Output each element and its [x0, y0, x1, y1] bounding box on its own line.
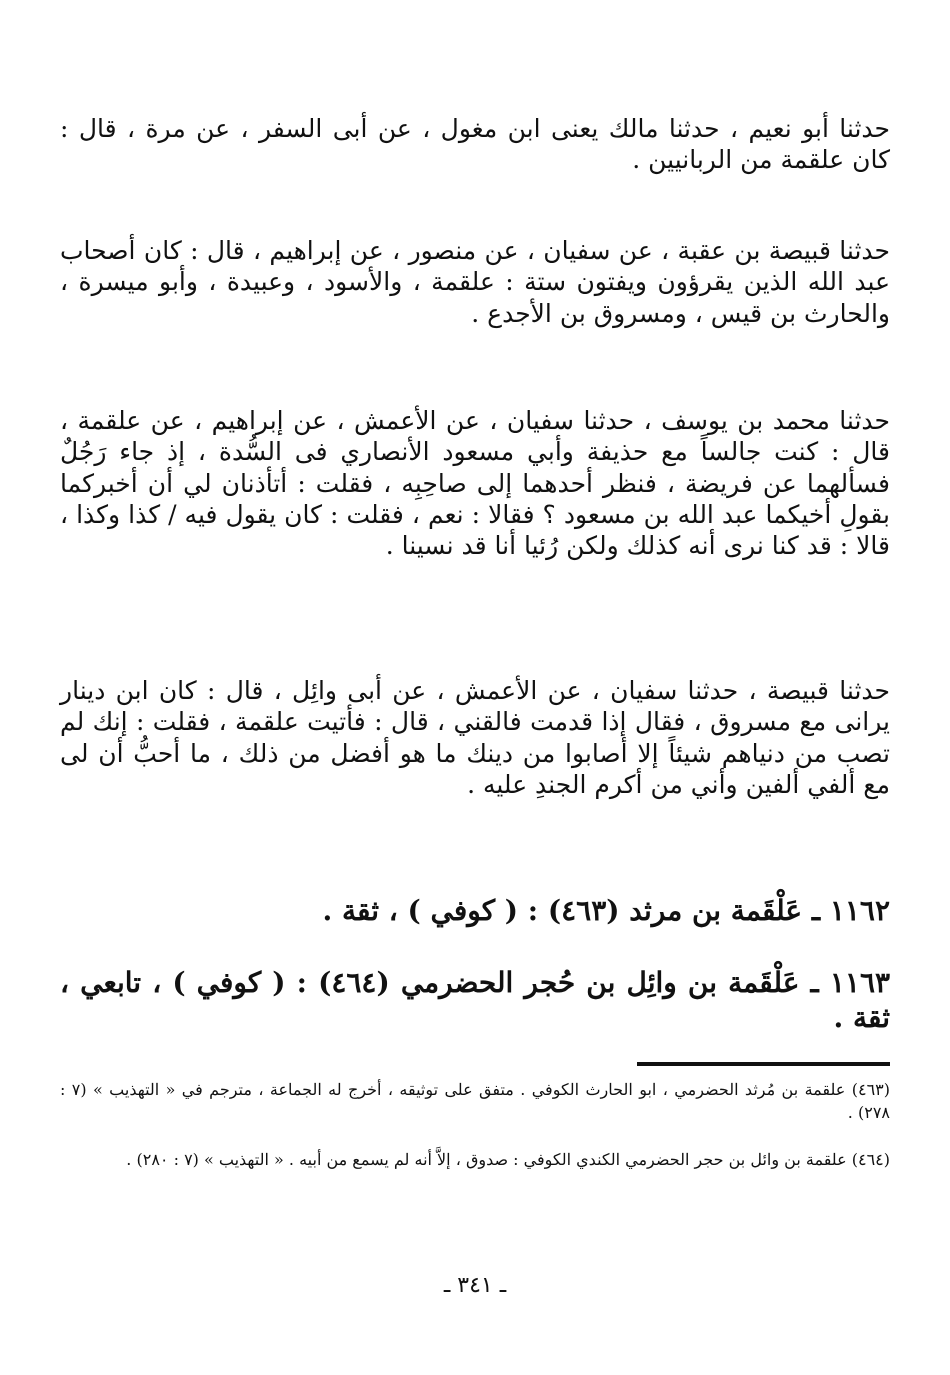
page-number: ـ ٣٤١ ـ [443, 1273, 507, 1298]
paragraph-muhammad-bin-yusuf: حدثنا محمد بن يوسف ، حدثنا سفيان ، عن الأعمش ، عن إبراهيم ، عن علقمة ، قال : كنت جالساً مع حذيفة وأبي مسعود الأنصاري فى السُّدة ، إذ جاء رَجُلٌ فسألهما عن فريضة ، فنظر أحدهما إلى صاحِبِه ، فقلت : أتأذنان لي أن أخبركما بقولِ أخيكما عبد الله بن مسعود ؟ فقالا : نعم ، فقلت : كان يقول فيه / كذا وكذا ، قالا : قد كنا نرى أنه كذلك ولكن رُئيا أنا قد نسينا . [60, 406, 890, 560]
footnote-464: (٤٦٤) علقمة بن وائل بن حجر الحضرمي الكندي الكوفي : صدوق ، إلاَّ أنه لم يسمع من أبيه . « التهذيب » (٧ : ٢٨٠) . [126, 1150, 890, 1169]
entry-1163: ١١٦٣ ـ عَلْقَمة بن وائِل بن حُجر الحضرمي (٤٦٤) : ( كوفي ) ، تابعي ، ثقة . [60, 966, 891, 1034]
entry-1162: ١١٦٢ ـ عَلْقَمة بن مرثد (٤٦٣) : ( كوفي ) ، ثقة . [322, 894, 890, 927]
paragraph-qabisa-companions: حدثنا قبيصة بن عقبة ، عن سفيان ، عن منصور ، عن إبراهيم ، قال : كان أصحاب عبد الله الذين يقرؤون ويفتون ستة : علقمة ، والأسود ، وعبيدة ، وأبو ميسرة ، والحارث بن قيس ، ومسروق بن الأجدع . [60, 236, 890, 328]
paragraph-abu-naim: حدثنا أبو نعيم ، حدثنا مالك يعنى ابن مغول ، عن أبى السفر ، عن مرة ، قال : كان علقمة من الربانيين . [60, 114, 890, 175]
footnote-divider [637, 1062, 890, 1066]
paragraph-qabisa-ibn-dinar: حدثنا قبيصة ، حدثنا سفيان ، عن الأعمش ، عن أبى وائِل ، قال : كان ابن دينار يرانى مع مسروق ، فقال إذا قدمت فالقني ، قال : فأتيت علقمة ، فقلت : إنك لم تصب من دنياهم شيئاً إلا أصابوا من دينك ما هو أفضل من ذلك ، ما أحبُّ أن لى مع ألفي ألفين وأني من أكرم الجندِ عليه . [60, 676, 890, 799]
footnote-463: (٤٦٣) علقمة بن مُرثد الحضرمي ، ابو الحارث الكوفي . متفق على توثيقه ، أخرج له الجماعة ، مترجم في « التهذيب » (٧ : ٢٧٨) . [60, 1080, 890, 1123]
